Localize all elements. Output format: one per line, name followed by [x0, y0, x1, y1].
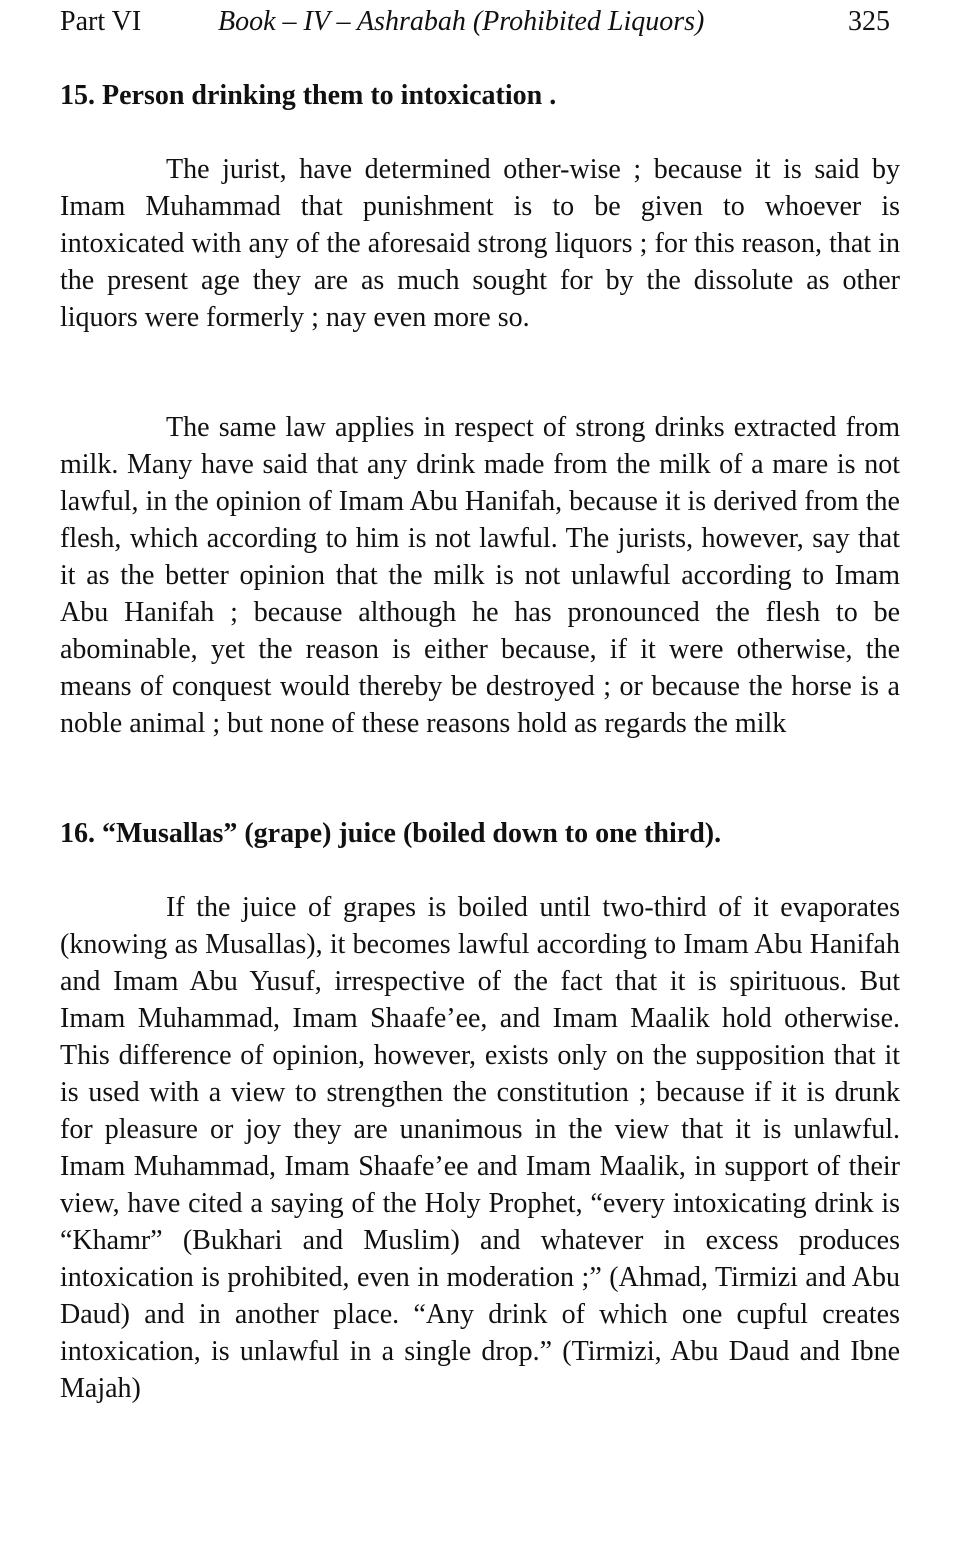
section-15-heading: 15. Person drinking them to intoxication . [60, 80, 557, 111]
page-number: 325 [848, 6, 890, 37]
book-title: Book – IV – Ashrabah (Prohibited Liquors) [218, 6, 705, 37]
running-header [60, 4, 890, 40]
section-15-paragraph-1: The jurist, have determined other-wise ; because it is said by Imam Muhammad that punishment is to be given to whoever is intoxicated with any of the aforesaid strong liquors ; for this reason, that in the present age they are as much sought for by the dissolute as other liquors were formerly ; nay even more so. [60, 154, 900, 333]
section-16-heading: 16. “Musallas” (grape) juice (boiled down to one third). [60, 818, 722, 849]
section-16-paragraph-1: If the juice of grapes is boiled until two-third of it evaporates (knowing as Musallas), it becomes lawful according to Imam Abu Hanifah and Imam Abu Yusuf, irrespective of the fact that it is spirituous. But Imam Muhammad, Imam Shaafe’ee, and Imam Maalik hold otherwise. This difference of opinion, however, exists only on the supposition that it is used with a view to strengthen the constitution ; because if it is drunk for pleasure or joy they are unanimous in the view that it is unlawful. Imam Muhammad, Imam Shaafe’ee and Imam Maalik, in support of their view, have cited a saying of the Holy Prophet, “every intoxicating drink is “Khamr” (Bukhari and Muslim) and whatever in excess produces intoxication is prohibited, even in moderation ;” (Ahmad, Tirmizi and Abu Daud) and in another place. “Any drink of which one cupful creates intoxication, is unlawful in a single drop.” (Tirmizi, Abu Daud and Ibne Majah) [60, 892, 900, 1404]
part-label: Part VI [60, 6, 142, 37]
section-15-paragraph-2: The same law applies in respect of strong drinks extracted from milk. Many have said that any drink made from the milk of a mare is not lawful, in the opinion of Imam Abu Hanifah, because it is derived from the flesh, which according to him is not lawful. The jurists, however, say that it as the better opinion that the milk is not unlawful according to Imam Abu Hanifah ; because although he has pronounced the flesh to be abominable, yet the reason is either because, if it were otherwise, the means of conquest would thereby be destroyed ; or because the horse is a noble animal ; but none of these reasons hold as regards the milk [60, 412, 900, 739]
